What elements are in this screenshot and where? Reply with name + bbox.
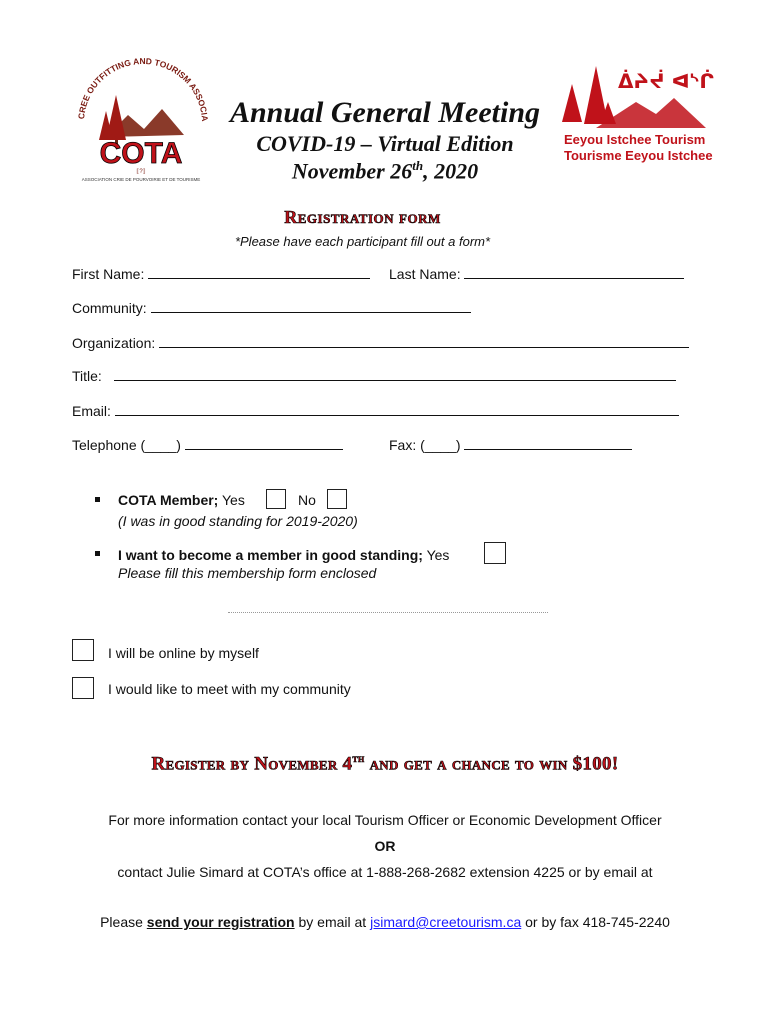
membership-form-note: Please fill this membership form enclosed	[118, 565, 377, 581]
send-registration-line: Please send your registration by email at jsimard@creetourism.ca or by fax 418-745-2240	[100, 914, 670, 930]
member-yes-checkbox[interactable]	[266, 489, 286, 509]
meet-community-checkbox[interactable]	[72, 677, 94, 699]
cota-member-row: COTA Member; Yes	[118, 492, 245, 508]
member-no-checkbox[interactable]	[327, 489, 347, 509]
cota-name: COTA	[99, 137, 183, 170]
online-myself-label: I will be online by myself	[108, 645, 259, 661]
cota-arc-text: CREE OUTFITTING AND TOURISM ASSOCIA	[76, 55, 211, 122]
member-standing-note: (I was in good standing for 2019-2020)	[118, 513, 358, 529]
become-member-row: I want to become a member in good standing; Yes	[118, 547, 450, 563]
logo-line1: Eeyou Istchee Tourism	[564, 132, 706, 147]
online-myself-checkbox[interactable]	[72, 639, 94, 661]
member-no-label: No	[298, 492, 316, 508]
first-name-field[interactable]: First Name:	[72, 266, 370, 282]
fax-field[interactable]: Fax: (____)	[389, 437, 632, 453]
organization-field[interactable]: Organization:	[72, 335, 689, 351]
contact-line2: contact Julie Simard at COTA’s office at 1-888-268-2682 extension 4225 or by email at	[117, 864, 653, 880]
contact-line1: For more information contact your local Tourism Officer or Economic Development Officer	[108, 812, 662, 828]
promo-banner: Register by November 4th and get a chance to win $100!	[151, 753, 619, 775]
logo-line2: Tourisme Eeyou Istchee	[564, 148, 713, 163]
page-subtitle: COVID-19 – Virtual Edition	[256, 131, 514, 156]
page-title: Annual General Meeting	[229, 96, 541, 129]
email-link[interactable]: jsimard@creetourism.ca	[370, 914, 522, 930]
separator	[228, 612, 548, 613]
cota-tagline: ASSOCIATION CRIE DE POURVOIRIE ET DE TOURISME	[81, 177, 201, 182]
bullet	[95, 497, 100, 502]
syllabics-text: ᐄᔨᔫ ᐊᔅᒌ	[618, 69, 715, 93]
registration-heading: Registration form	[284, 207, 441, 227]
email-field[interactable]: Email:	[72, 403, 679, 419]
participant-note: *Please have each participant fill out a form*	[234, 234, 491, 249]
bullet	[95, 551, 100, 556]
last-name-field[interactable]: Last Name:	[389, 266, 684, 282]
meet-community-label: I would like to meet with my community	[108, 681, 351, 697]
telephone-field[interactable]: Telephone (____)	[72, 437, 343, 453]
meeting-date: November 26th, 2020	[291, 158, 479, 184]
title-field[interactable]: Title:	[72, 368, 676, 384]
svg-text:⟦?⟧: ⟦?⟧	[136, 169, 146, 175]
become-member-yes-checkbox[interactable]	[484, 542, 506, 564]
community-field[interactable]: Community:	[72, 300, 471, 316]
contact-or: OR	[374, 838, 396, 854]
